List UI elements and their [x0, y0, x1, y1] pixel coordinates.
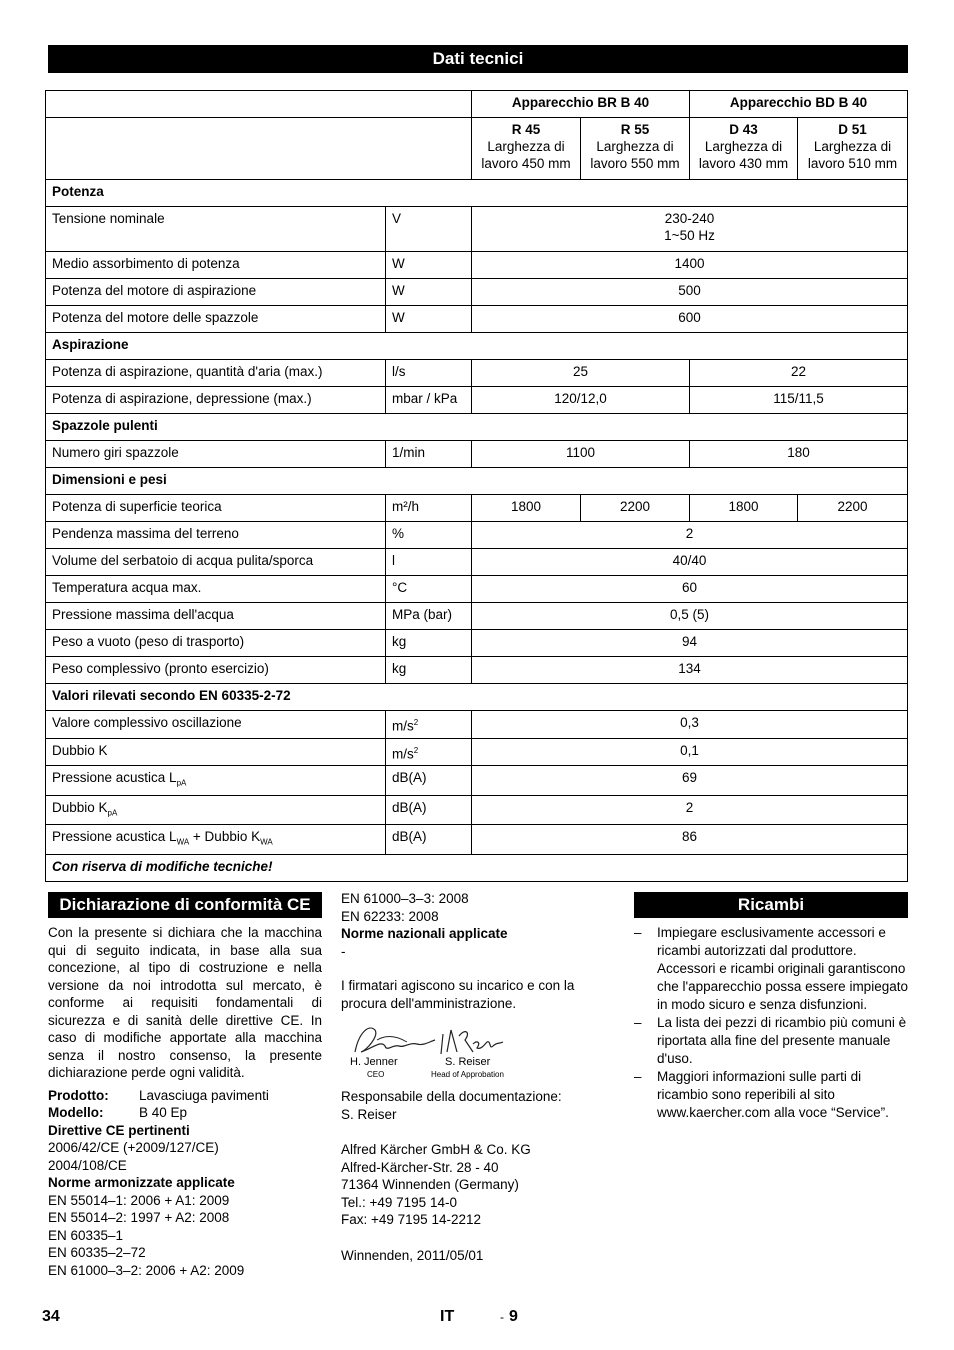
- directive-item: 2004/108/CE: [48, 1157, 127, 1173]
- model-header: R 45 Larghezza di lavoro 450 mm: [472, 118, 581, 180]
- table-row: [46, 118, 908, 180]
- table-row: Pressione acustica $L_{pA}$ dB(A) 69: [46, 766, 908, 796]
- section-row: Dimensioni e pesi: [46, 468, 908, 495]
- list-item: – Maggiori informazioni sulle parti di ricambio sono reperibili al sito www.kaercher.com alla voce “Service”.: [634, 1069, 889, 1120]
- norm-item: EN 61000–3–2: 2006 + A2: 2009: [48, 1262, 245, 1278]
- section-page-number: 9: [509, 1308, 518, 1325]
- norm-item: EN 61000–3–3: 2008: [341, 891, 469, 906]
- spare-parts-column: [634, 892, 908, 1122]
- section-row: Valori rilevati secondo EN 60335-2-72: [46, 684, 908, 711]
- model-header: R 55 Larghezza di lavoro 550 mm: [581, 118, 690, 180]
- company-street: Alfred-Kärcher-Str. 28 - 40: [341, 1159, 499, 1175]
- table-row: Potenza di aspirazione, quantità d'aria (max.) l/s 25 22: [46, 360, 908, 387]
- group-header-br: Apparecchio BR B 40: [472, 91, 690, 118]
- section-row: Aspirazione: [46, 333, 908, 360]
- section-row: Potenza: [46, 180, 908, 207]
- documentation-label: Responsabile della documentazione:: [341, 1089, 562, 1104]
- company-tel: Tel.: +49 7195 14-0: [341, 1194, 457, 1210]
- product-line: Prodotto: Lavasciuga pavimenti: [48, 1087, 269, 1103]
- table-row: Numero giri spazzole 1/min 1100 180: [46, 441, 908, 468]
- signature-reiser: [437, 1024, 507, 1058]
- company-fax: Fax: +49 7195 14-2212: [341, 1212, 481, 1227]
- conformity-heading: Dichiarazione di conformità CE: [48, 892, 322, 918]
- table-row: [46, 91, 908, 118]
- table-row: Medio assorbimento di potenza W 1400: [46, 252, 908, 279]
- conformity-column-2: [341, 890, 619, 1264]
- model-header: D 43 Larghezza di lavoro 430 mm: [690, 118, 798, 180]
- company-name: Alfred Kärcher GmbH & Co. KG: [341, 1142, 531, 1157]
- signature-jenner: [347, 1022, 437, 1060]
- signatures: [341, 1020, 619, 1080]
- spare-parts-heading: Ricambi: [634, 892, 908, 918]
- norm-item: EN 60335–1: [48, 1227, 124, 1243]
- footer-separator: -: [500, 1310, 504, 1324]
- signer-1-role: CEO: [367, 1070, 385, 1079]
- table-row: Volume del serbatoio di acqua pulita/sporca l 40/40: [46, 549, 908, 576]
- conformity-column-1: [48, 892, 322, 1279]
- national-norms-value: -: [341, 943, 346, 959]
- company-city: 71364 Winnenden (Germany): [341, 1177, 519, 1192]
- list-item: – Impiegare esclusivamente accessori e ricambi autorizzati dal produttore. Accessori e ricambi originali garantiscono che l'apparecchio possa essere impiegato in modo sicuro e senza disfunzioni.: [634, 925, 908, 1012]
- table-row: Tensione nominale V 230-240 1~50 Hz: [46, 207, 908, 252]
- spare-parts-list: [634, 924, 908, 1122]
- table-row: Pendenza massima del terreno % 2: [46, 522, 908, 549]
- language-code: IT: [440, 1308, 455, 1325]
- signer-2-role: Head of Approbation: [431, 1070, 504, 1079]
- national-norms-label: Norme nazionali applicate: [341, 926, 508, 941]
- model-header: D 51 Larghezza di lavoro 510 mm: [798, 118, 908, 180]
- directives-label: Direttive CE pertinenti: [48, 1122, 190, 1138]
- table-row: Potenza del motore di aspirazione W 500: [46, 279, 908, 306]
- place-date: Winnenden, 2011/05/01: [341, 1247, 484, 1263]
- model-line: Modello: B 40 Ep: [48, 1105, 188, 1120]
- directive-item: 2006/42/CE (+2009/127/CE): [48, 1140, 219, 1155]
- conformity-intro: Con la presente si dichiara che la macchina qui di seguito indicata, in base alla sua concezione, al tipo di costruzione e nella versione da noi introdotta sul mercato, è conforme ai requisiti fondamentali di sicurezza e di sanità delle direttive CE. In caso di modifiche apportate alla macchina senza il nostro consenso, la presente dichiarazione perde ogni validità.: [48, 925, 322, 1080]
- table-row: Potenza del motore delle spazzole W 600: [46, 306, 908, 333]
- table-row: Potenza di aspirazione, depressione (max.) mbar / kPa 120/12,0 115/11,5: [46, 387, 908, 414]
- table-row: Temperatura acqua max. °C 60: [46, 576, 908, 603]
- table-row: Peso a vuoto (peso di trasporto) kg 94: [46, 630, 908, 657]
- list-item: – La lista dei pezzi di ricambio più comuni è riportata alla fine del presente manuale d'uso.: [634, 1015, 907, 1066]
- norm-item: EN 62233: 2008: [341, 908, 439, 924]
- table-row: Valore complessivo oscillazione $m/s^2$ 0,3: [46, 711, 908, 739]
- section-row: Spazzole pulenti: [46, 414, 908, 441]
- signatories-text: I firmatari agiscono su incarico e con la procura dell'amministrazione.: [341, 978, 575, 1011]
- norm-item: EN 55014–1: 2006 + A1: 2009: [48, 1192, 230, 1208]
- norm-item: EN 55014–2: 1997 + A2: 2008: [48, 1210, 230, 1225]
- norm-item: EN 60335–2–72: [48, 1245, 146, 1260]
- footnote-row: Con riserva di modifiche tecniche!: [46, 855, 908, 882]
- page-title: Dati tecnici: [48, 45, 908, 73]
- signer-2-name: S. Reiser: [445, 1056, 491, 1068]
- table-row: Dubbio $K_{pA}$ dB(A) 2: [46, 795, 908, 825]
- page-number: 34: [42, 1308, 60, 1325]
- tech-data-table: [45, 90, 908, 882]
- table-row: Pressione massima dell'acqua MPa (bar) 0,5 (5): [46, 603, 908, 630]
- table-row: Pressione acustica $L_{WA}$ + Dubbio $K_{WA}$ dB(A) 86: [46, 825, 908, 855]
- norms-label: Norme armonizzate applicate: [48, 1175, 235, 1190]
- table-row: Dubbio K $m/s^2$ 0,1: [46, 738, 908, 766]
- table-row: Peso complessivo (pronto esercizio) kg 134: [46, 657, 908, 684]
- documentation-name: S. Reiser: [341, 1106, 397, 1122]
- group-header-bd: Apparecchio BD B 40: [690, 91, 908, 118]
- signer-1-name: H. Jenner: [350, 1056, 398, 1068]
- table-row: Potenza di superficie teorica m²/h 1800 2200 1800 2200: [46, 495, 908, 522]
